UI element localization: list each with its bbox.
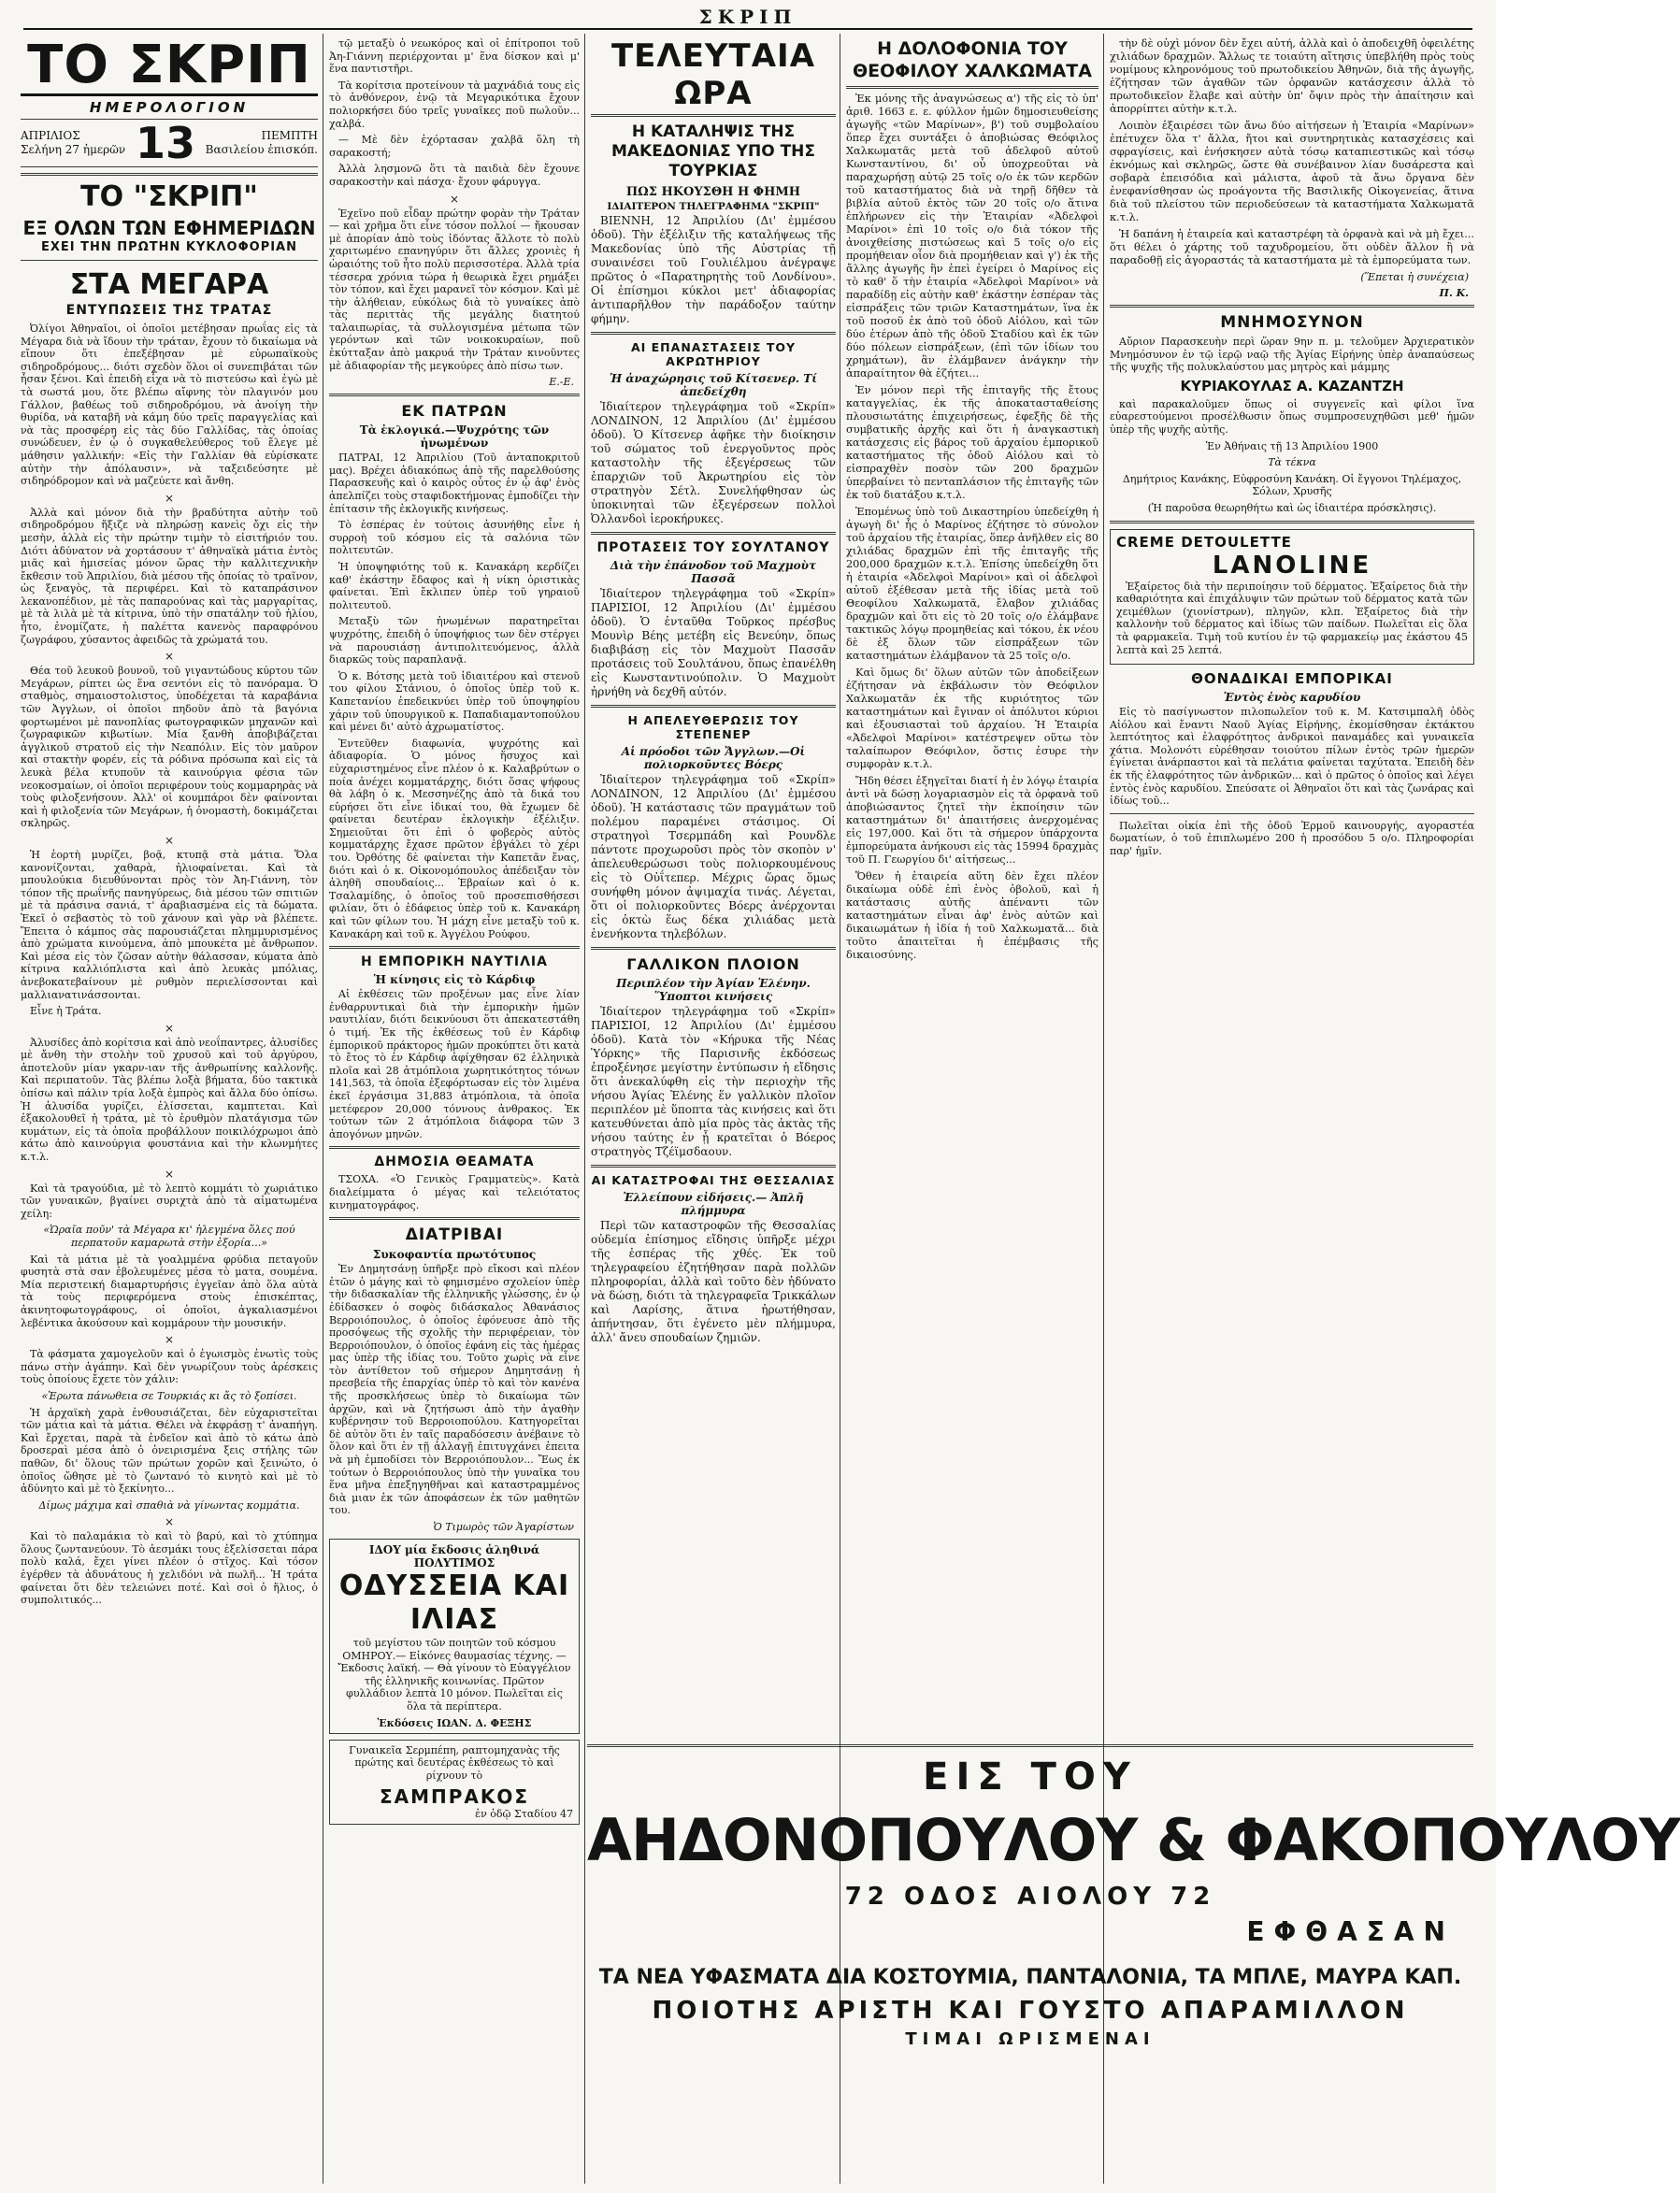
- advertisement-homer: [329, 1539, 580, 1734]
- story-paragraph: ΤΣΟΧΑ. «Ὁ Γενικὸς Γραμματεὺς». Κατὰ διαλείμματα ὁ μέγας καὶ τελειότατος κινηματογράφος.: [329, 1173, 580, 1211]
- song-verse: «Ὡραῖα ποῦν' τὰ Μέγαρα κι' ἠλεγμένα ὅλες πού περπατοῦν καμαρωτὰ στὴν ἐξορία...»: [43, 1224, 295, 1249]
- section-subheading: ΠΩΣ ΗΚΟΥΣΘΗ Η ΦΗΜΗ: [625, 185, 801, 199]
- story-paragraph: Τὰ κορίτσια προτείνουν τὰ μαχνάδιά τους εἰς τὸ ἀνθόνερον, ἐνῷ τὰ Μεγαρικότικα ἔχουν πολιορκήσει δύο τρεῖς γυναῖκες ποῦ πωλοῦν... χαλβά.: [329, 79, 580, 130]
- story-paragraph: Περὶ τῶν καταστροφῶν τῆς Θεσσαλίας οὐδεμία ἐπίσημος εἴδησις ὑπῆρξε μέχρι τῆς ἐσπέρας τῆς χθές. Ἐκ τοῦ τηλεγραφείου ἐζητήθησαν παρὰ πολλῶν πληροφορίαι, ἀλλὰ καὶ τοῦτο δὲν ἠδύνατο νὰ δώσῃ, διότι τὰ τηλεγραφεῖα Τρικκάλων καὶ Λαρίσης, ἅτινα ἠρωτήθησαν, ἀπήντησαν, ὅτι ἐγένετο μὲν πλήμμυρα, ἀλλ' ἄνευ σπουδαίων ζημιῶν.: [591, 1219, 836, 1344]
- story-paragraph: Ἰδιαίτερον τηλεγράφημα τοῦ «Σκρίπ» ΛΟΝΔΙΝΟΝ, 12 Ἀπριλίου (Δι' ἐμμέσου ὁδοῦ). Ἡ κατάστασις τῶν πραγμάτων τοῦ πολέμου παραμένει στάσιμος. Οἱ στρατηγοὶ Τσερμπάδη καὶ Ρουνδλε πάντοτε προχωροῦσι πρὸς τὸν σκοπὸν ν' ἀπελευθερώσωσι τοὺς πολιορκουμένους εἰς τὸ Οὐΐτεπερ. Μέχρις ὥρας ὅμως συνήφθη μόνον ἀψιμαχία τινάς. Λέγεται, ὅτι οἱ πολιορκοῦντες Βόερς ἀνέρχονται εἰς ὀκτὼ ἕως δέκα χιλιάδας μετὰ ἐνενήκοντα τηλεβόλων.: [591, 773, 836, 940]
- calendar-subtitle: ΗΜΕΡΟΛΟΓΙΟΝ: [89, 99, 250, 116]
- promo-line-2: ΕΧΕΙ ΤΗΝ ΠΡΩΤΗΝ ΚΥΚΛΟΦΟΡΙΑΝ: [21, 239, 318, 261]
- ad-brand: LANOLINE: [1212, 551, 1372, 580]
- last-hour-heading: ΤΕΛΕΥΤΑΙΑ ΩΡΑ: [591, 37, 836, 117]
- ad-address: ἐν ὁδῷ Σταδίου 47: [475, 1808, 573, 1821]
- story-paragraph: Ἀλλὰ λησμονῶ ὅτι τὰ παιδιὰ δὲν ἔχουνε σαρακοστὴν καὶ πάσχα· ἔχουν φάρυγγα.: [329, 163, 580, 188]
- ad-publisher: Ἐκδόσεις ΙΩΑΝ. Δ. ΦΕΞΗΣ: [377, 1716, 532, 1729]
- column-divider: [584, 34, 585, 2184]
- section-subheading: Ἐλλείπουν εἰδήσεις.— Ἀπλῆ πλήμμυρα: [623, 1191, 804, 1217]
- story-paragraph: ΠΑΤΡΑΙ, 12 Ἀπριλίου (Τοῦ ἀνταποκριτοῦ μας). Βρέχει ἀδιακόπως ἀπὸ τῆς παρελθούσης Παρασκευῆς καὶ ὁ καιρὸς οὗτος ἐν ᾧ ἀφ' ἑνὸς ἀπελπίζει τοὺς σταφιδοκτήμονας ἐμποδίζει τὴν ἐπίτασιν τῆς ἐκλογικῆς κινήσεως.: [329, 452, 580, 515]
- newspaper-logo: ΤΟ ΣΚΡΙΠ: [21, 37, 318, 96]
- section-heading: ΕΚ ΠΑΤΡΩΝ: [401, 402, 508, 421]
- story-paragraph: Καὶ ὅμως δι' ὅλων αὐτῶν τῶν ἀποδείξεων ἐζήτησαν νὰ ἐκβάλωσιν τὸν Θεόφιλον Χαλκωματᾶν ἐκ τῆς κυριότητος τῶν καταστημάτων καὶ ἔγιναν οἱ ἀπόλυτοι κύριοι καὶ ἐξουσιασταὶ τοῦ ἀρχαίου. Ἡ Ἑταιρία «Ἀδελφοὶ Μαρίνοι» κατέστρεψεν οὕτω τὸν ταλαίπωρον Θεόφιλον, ὅστις ἐσυρε τὴν συμφορὰν κ.τ.λ.: [846, 666, 1098, 770]
- story-paragraph: Ἰδιαίτερον τηλεγράφημα τοῦ «Σκρίπ» ΛΟΝΔΙΝΟΝ, 12 Ἀπριλίου (Δι' ἐμμέσου ὁδοῦ). Ὁ Κίτσενερ ἀφῆκε τὴν διοίκησιν τοῦ σώματος τοῦ ἐνεργοῦντος πρὸς καταστολὴν τῆς ἐξεγέρσεως τῶν ἐπαρχιῶν τοῦ Ἀκρωτηρίου εἰς τὸν στρατηγὸν Σέτλ. Συνελήφθησαν ὡς ὑποκινηταὶ τῶν ἐξεγέρσεων πολλοὶ Ὀλλανδοὶ ἱεροκήρυκες.: [591, 400, 836, 525]
- header-rule: [23, 28, 1472, 30]
- calendar-day: 13: [135, 118, 195, 168]
- telegram-label: ΙΔΙΑΙΤΕΡΟΝ ΤΗΛΕΓΡΑΦΗΜΑ "ΣΚΡΙΠ": [607, 201, 820, 212]
- ad-title: ΣΑΜΠΡΑΚΟΣ: [379, 1785, 530, 1809]
- section-heading: ΘΟΝΑΔΙΚΑΙ ΕΜΠΟΡΙΚΑΙ: [1191, 670, 1393, 688]
- ad-text: τοῦ μεγίστου τῶν ποιητῶν τοῦ κόσμου ΟΜΗΡΟΥ.— Εἰκόνες θαυμασίας τέχνης. —Ἔκδοσις λαϊκή. — Θὰ γίνουν τὸ Εὐαγγέλιον τῆς ἑλληνικῆς κοινωνίας. Πρῶτον φυλλάδιον λεπτὰ 10 μόνον. Πωλεῖται εἰς ὅλα τὰ περίπτερα.: [337, 1637, 571, 1713]
- calendar-saint: Βασιλείου ἐπισκόπ.: [205, 143, 318, 156]
- section-heading: Η ΔΟΛΟΦΟΝΙΑ ΤΟΥ ΘΕΟΦΙΛΟΥ ΧΑΛΚΩΜΑΤΑ: [846, 37, 1098, 89]
- memorial-text: καὶ παρακαλοῦμεν ὅπως οἱ συγγενεῖς καὶ φίλοι ἵνα εὐαρεστούμενοι προσέλθωσιν ὅπως συμπροσευχηθῶσι μεθ' ἡμῶν ὑπὲρ τῆς ψυχῆς αὐτῆς.: [1110, 397, 1474, 436]
- calendar-month: ΑΠΡΙΛΙΟΣ: [21, 129, 80, 142]
- section-subheading: Περιπλέον τὴν Ἀγίαν Ἑλένην. Ὕποπτοι κινήσεις: [616, 977, 811, 1003]
- story-paragraph: Ἡ ἑορτὴ μυρίζει, βοᾷ, κτυπᾷ στὰ μάτια. Ὅλα κανονίζονται, χαθαρὰ, ἠλιοφαίνεται. Καὶ τὰ μπουλούκια διευθύνονται πρὸς τὸν Ἀη-Γιάννη, τὸν τόπον τῆς πρωΐνῆς πανηγύρεως, διὰ μέσου τῶν σπιτιῶν μὲ τὰ πράσινα σανιά, τ' ἀραβιασμένα εἰς τὰ δώματα. Ἐκεῖ ὁ σεβαστὸς τὸ τοῦ χάνουν καὶ γὰρ νὰ βλέπετε. Ἔπειτα ὁ κάμπος σὰς παρουσιάζεται πλημμυρισμένος ἀπὸ χρώματα κινούμενα, ἀπὸ μπουκέτα μὲ ἄνθρωπον. Καὶ μέσα εἰς τὸν ζῶσαν αὐτὴν θάλασσαν, κύματα ἀπὸ κίτρινα καλλιόπλιστα καὶ ἀπὸ λευκὰς μπόλιας, ἀνεβοκατεβαίνουν μὲ ρυθμὸν περιελίσσονται καὶ μαλλιανατινάσσονται.: [21, 848, 318, 1001]
- story-paragraph: Εἰς τὸ πασίγνωστον πιλοπωλεῖον τοῦ κ. Μ. Κατσιμπαλῆ ὁδὸς Αἰόλου καὶ ἔναντι Ναοῦ Ἁγίας Εἰρήνης, ἐκομίσθησαν ἐκτάκτου λεπτότητος καὶ ἐλαφρότητος ἀνδρικοὶ παναμάδες καὶ γυναικεῖα χάτια. Μολονότι εὑρέθησαν τοιούτου πίλων ἐντὸς τρῶν ἡμερῶν ἐγίνεται ἀνάρπαστοι καὶ τὰ πελάτια φαίνεται ταχύτατα. Ἐπειδὴ δὲν ἐκ τῆς ἐλαφρότητος τῶν ἀνδρικῶν... καὶ ὁ πρῶτος ὁ ὁποῖος καὶ λέγει ἐντὸς ἑνὸς καρυδίου. Σπεύσατε οἱ Ἀθηναῖοι ὅτι καὶ τὰς ζωνάρας καὶ ἰδίως τοῦ...: [1110, 706, 1474, 808]
- story-paragraph: Εἶνε ἡ Τράτα.: [30, 1005, 102, 1018]
- section-heading: Η ΕΜΠΟΡΙΚΗ ΝΑΥΤΙΛΙΑ: [361, 954, 548, 970]
- ad-line-5: ΤΑ ΝΕΑ ΥΦΑΣΜΑΤΑ ΔΙΑ ΚΟΣΤΟΥΜΙΑ, ΠΑΝΤΑΛΟΝΙΑ, ΤΑ ΜΠΛΕ, ΜΑΥΡΑ ΚΑΠ.: [598, 1966, 1462, 1989]
- story-paragraph: Καὶ τὰ μάτια μὲ τὰ γοαλμμένα φρύδια πεταγοῦν φυσητὰ στὰ σαν ἐβολευμένες μέσα τὸ ματα, σουμένα. Μία περιστεική διαμαρτυρήσις ἐγγεῖαν ἀπὸ ὅλα αὐτὰ τὰ τοὺς περιφερόμενα στοὺς ἐπισκέπτας, ἀκινητοφωτογράφους, οἱ ὁποῖοι, ἀγκαλιασμένοι λεβέντικα ἀκούσουν καὶ κομμάρουν τὴν μουσικήν.: [21, 1253, 318, 1329]
- ad-line-2: ΑΗΔΟΝΟΠΟΥΛΟΥ & ΦΑΚΟΠΟΥΛΟΥ: [587, 1806, 1680, 1874]
- promo-title: ΤΟ "ΣΚΡΙΠ": [80, 180, 258, 213]
- continuation-note: (Ἕπεται ἡ συνέχεια): [1360, 271, 1469, 283]
- story-paragraph: Λοιπὸν ἐξαιρέσει τῶν ἄνω δύο αἰτήσεων ἡ Ἑταιρία «Μαρίνων» ἐπέτυχεν ὅλα τ' ἄλλα, ἤτοι καὶ συντηρητικὰς κατασχέσεις καὶ σφραγίσεις, καὶ ἐνήσκησεν αὐτὰ τόσῳ καταπιεστικῶς καὶ τόσῳ ἐκνόμως καὶ σκληρῶς, ὥστε θὰ συνέβαινον λίαν δυσάρεστα καὶ σοβαρὰ ἐπεισόδια καὶ μάλιστα, ἀφοῦ τὰ ἄνω ὄργανα δὲν ἐνεφανίσθησαν ὡς προάγοντα τῆς Βασιλικῆς Οἰκογενείας, ἅτινα διὰ τοῦ πλείστου τῶν περιοδεύσεων τὰ καταστήματα Χαλκωματᾶ κ.τ.λ.: [1110, 120, 1474, 223]
- story-paragraph: Ἐκ μόνης τῆς ἀναγνώσεως α') τῆς εἰς τὸ ὑπ' ἀριθ. 1663 ε. ε. φύλλον ἡμῶν δημοσιευθείσης ἀγωγῆς «τῶν Μαρίνων», β') τοῦ συμβολαίου ὅπερ ἔχει συντάξει ὁ ἀποβιώσας Θεόφιλος Χαλκωματᾶς μετὰ τοῦ ἀδελφοῦ αὐτοῦ Κωνσταντίνου, δι' οὗ ὑποχρεοῦται νὰ παραχωρήσῃ αὐτῷ 25 τοῖς ο/ο ἐκ τῶν κερδῶν τοῦ καταστήματος διὰ νὰ τηρῇ δῆθεν τὰ βιβλία αὐτοῦ ἐκτὸς τῶν 20 τοῖς ο/ο ἅτινα ἐπλήρωνεν εἰς τὴν Ἑταιρίαν «Ἀδελφοὶ Μαρίνοι» ἐπὶ 10 τοῖς ο/ο διὰ τόκον τῆς ἀνοιχθείσης πιστώσεως καὶ 5 τοῖς ο/ο εἰς προμήθειαν οἷον διὰ προμήθειαν καὶ γ') ἐκ τῆς ἄλλης ἀγωγῆς ἣν ἐπεὶ ἐγείρει ὁ Μαρίνος εἰς τὸ καθ' ὅ τὴν ἑταιρία «Ἀδελφοὶ Μαρίνοι» νὰ παραδίδῃ εἰς αὐτὴν καθ' ἑκάστην ἑσπέραν τὰς εἰσπράξεις τῶν τριῶν Καταστημάτων, ἵνα ἐκ τοῦ ποσοῦ ἐκ ἀπὸ τοῦ ὁδοῦ Αἰόλου, καὶ τῶν δύο ἐτέρων ἀπὸ τῆς ὁδοῦ Σταδίου καὶ ἐκ τῶν δύο πόλεων εἰσπράξεων, (ἐπὶ τῶν ἰδίων του χρημάτων), ἂν ἐλάμβανεν ἀνάγκην τὴν ἀπαραίτητον θὰ ἐζήτει...: [846, 93, 1098, 380]
- section-heading: ΓΑΛΛΙΚΟΝ ΠΛΟΙΟΝ: [626, 955, 800, 973]
- classified-ad: Πωλεῖται οἰκία ἐπὶ τῆς ὁδοῦ Ἑρμοῦ καινουργής, αγοραστέα δωματίων, ὁ τοῦ ἐπιπλωμένο 200 ἡ προσόδου 5 ο/ο. Πληροφορίαι παρ' ἡμῖν.: [1110, 819, 1474, 858]
- story-signature: Ὁ Τιμωρὸς τῶν Ἀγαρίστων: [433, 1521, 574, 1533]
- story-signature: Π. Κ.: [1439, 287, 1469, 299]
- column-4: [846, 37, 1098, 1727]
- memorial-place-date: Ἐν Ἀθήναις τῇ 13 Ἀπριλίου 1900: [1205, 439, 1379, 452]
- story-paragraph: Ἀλυσίδες ἀπὸ κορίτσια καὶ ἀπὸ νεοΐπαντρες, ἀλυσίδες μὲ ἄνθη τὴν στολὴν τοῦ χρυσοῦ καὶ τοῦ ἀργύρου, ἀποτελοῦν μίαν γκαρν-ιαν τῆς ἀνθρωπίνης καλλονῆς. Καὶ περιπατοῦν. Τὰς βλέπω λοξὰ βήματα, δύο τακτικὰ ὀπίσω καὶ πάλιν τρία λοξὰ ἐμπρὸς καὶ ἄλλα δύο ὀπίσω. Ἡ ἀλυσίδα γυρίζει, ἐλίσσεται, καμπτεται. Καὶ ἐξακολουθεῖ ἡ τράτα, μὲ τὸ ἐρυθμὸν πλατάγισμα τῶν κυμάτων, εἰς τὰ ὁποῖα προβάλλουν ποικιλόχρωμοι ἀπὸ κάτω ἀπὸ καινούργια φουστάνια καὶ τὴν κλωνμήτες κ.τ.λ.: [21, 1036, 318, 1164]
- column-3: [591, 37, 836, 1727]
- advertisement-sewing: [329, 1740, 580, 1826]
- section-subheading: Συκοφαντία πρωτότυπος: [372, 1248, 537, 1262]
- ad-line-6: ΠΟΙΟΤΗΣ ΑΡΙΣΤΗ ΚΑΙ ΓΟΥΣΤΟ ΑΠΑΡΑΜΙΛΛΟΝ: [652, 1997, 1409, 2025]
- promo-line-1: ΕΞ ΟΛΩΝ ΤΩΝ ΕΦΗΜΕΡΙΔΩΝ: [22, 217, 316, 239]
- ad-text: Ἐξαίρετος διὰ τὴν περιποίησιν τοῦ δέρματος. Ἐξαίρετος διὰ τὴν καθαριότητα καὶ ἐπιχάλυψιν τῶν πρώτων τοῦ δέρματος κατὰ τῶν χειμέθλων (χιονίστρων), πληγῶν, κλπ. Ἐξαίρετος διὰ τὴν καλλονὴν τοῦ δέρματος καὶ ἰδίως τῶν παίδων. Πωλεῖται εἰς ὅλα τὰ φαρμακεῖα. Τιμὴ τοῦ κυτίου ἐν τῷ φαρμακείῳ μας ἑκάστου 45 λεπτὰ καὶ 25 λεπτά.: [1116, 580, 1468, 656]
- story-paragraph: Ὅθεν ἡ ἑταιρεία αὕτη δὲν ἔχει πλέον δικαίωμα οὐδὲ ἐπὶ ἑνὸς ὀβολοῦ, καὶ ἡ κατάστασις αὐτῆς ἀπέναντι τῶν καταστημάτων εἶναι ἀφ' ἑνὸς αὐτῶν καὶ δικαιωμάτων ἡ ἰδία ἡ τοῦ Χαλκωματᾶ... διὰ τοῦτο ἀπαιτεῖται ἡ ἐπέμβασις τῆς δικαιοσύνης.: [846, 870, 1098, 961]
- story-subtitle: ΕΝΤΥΠΩΣΕΙΣ ΤΗΣ ΤΡΑΤΑΣ: [65, 303, 273, 318]
- story-paragraph: — Μὲ δὲν ἐχόρτασαν χαλβᾶ ὅλη τὴ σαρακοστή;: [329, 134, 580, 159]
- song-verse: «Ἐρωτα πάνωθεια σε Τουρκιάς κι ἄς τὸ ξοπίσει.: [41, 1389, 297, 1402]
- ad-title: ΟΔΥΣΣΕΙΑ ΚΑΙ ΙΛΙΑΣ: [338, 1570, 570, 1636]
- story-paragraph: Ἀλλὰ καὶ μόνον διὰ τὴν βραδύτητα αὐτὴν τοῦ σιδηροδρόμου ἤξιζε νὰ πληρώσῃ κανεὶς ὄχι εἰς τὴν μεσὴν, ἀλλὰ εἰς τὴν πρώτην τιμὴν τὸ εἰσιτήριόν του. Διότι ἀδύνατον νὰ χορτάσουν τ' ἀθηναϊκὰ μάτια ἐντὸς μιᾶς καὶ ἡμισείας μόνον ὥρας τὴν καλλιτεχνικὴν ἔκθεσιν τοῦ Ἀπριλίου, διὰ μέσου τῆς ὁποίας τὸ τραῖνον, ὡς ξεναγὸς, τὰ περιφέρει. Καὶ τὸ καταπράσινον λεκανοπέδιον, μὲ τὰς παπαρούνας καὶ τὰς μαργαρίτας, μὲ τὰ λιλὰ μὲ τὰ κίτρινα, ὑπὸ τὴν σπατάλην τοῦ ἡλίου, ἦτο, ἐνομίζατε, ἡ παλέττα κανενὸς παραφρόνου ζωγράφου, χύσαντος ἀφειδῶς τὰ χρώματά του.: [21, 506, 318, 646]
- advertisement-lanoline: [1110, 529, 1474, 666]
- story-paragraph: Ἐντεῦθεν διαφωνία, ψυχρότης καὶ ἀδιαφορία. Ὁ μόνος ἥσυχος καὶ εὐχαριστημένος εἶνε πλέον ὁ κ. Καλαβρύτων ο ποία ἀνέχει κομματάρχης, διότι ὅσας ψήφους θὰ λάβη ὁ κ. Μεσσηνέζης ἀπὸ τὰ δικά του εὑρήσει ὅτι εἶνε ἰδικαί του, θὰ ἔχωμεν δὲ φαίνεται δευτέραν ἐκλογικὴν ἐξέλιξιν. Σημειοῦται ὅτι ἐπὶ ὁ φοβερὸς αὐτὸς κομματάρχης ἔχασε πρῶτον ἐβγάλει τὸ χέρι του. Ὀρθότης δὲ φαίνεται τὴν Καπετᾶν ἔνας, διότι καὶ ὁ κ. Οἰκονομόπουλος ἀπέδειξαν τὸν ἀληθῆ σπουδαίοις... Ἐβραίων καὶ ὁ κ. Τσαλαμίδης, ὁ ὁποῖος τοῦ προσεπισθήσεσι φιλίαν, ὅτι ὁ ἐδάφειος ὑπὲρ τοῦ κ. Κανακάρη καὶ τῶν φίλων του. Ἡ μάχη εἶνε μεταξὺ τοῦ κ. Κανακάρη καὶ τοῦ κ. Ἀγγέλου Ρούφου.: [329, 737, 580, 940]
- column-5: [1110, 37, 1474, 1727]
- memorial-note: (Ἡ παροῦσα θεωρηθήτω καὶ ὡς ἰδιαιτέρα πρόσκλησις).: [1147, 501, 1437, 514]
- story-signature: Ε.-Ε.: [549, 376, 574, 389]
- ad-top-line: ΙΔΟΥ μία ἔκδοσις ἀληθινά ΠΟΛΥΤΙΜΟΣ: [368, 1543, 540, 1570]
- ad-top-line: CREME DETOULETTE: [1116, 533, 1292, 551]
- page-header-title: ΣΚΡΙΠ: [698, 6, 797, 28]
- memorial-text: Αὔριον Παρασκευὴν περὶ ὥραν 9ην π. μ. τελοῦμεν Ἀρχιερατικὸν Μνημόσυνον ἐν τῷ ἱερῷ ναῷ τῆς Ἁγίας Εἰρήνης ὑπὲρ ἀναπαύσεως τῆς ψυχῆς τῆς πολυκλαύστου μας μητρὸς καὶ μάμμης: [1110, 336, 1474, 374]
- calendar-moon: Σελήνη 27 ἡμερῶν: [21, 143, 126, 156]
- section-subheading: Διὰ τὴν ἐπάνοδον τοῦ Μαχμοὺτ Πασσᾶ: [610, 559, 817, 585]
- section-subheading: Ἡ κίνησις εἰς τὸ Κάρδιφ: [373, 973, 536, 987]
- ad-line-7: ΤΙΜΑΙ ΩΡΙΣΜΕΝΑΙ: [905, 2029, 1156, 2049]
- section-heading: Η ΑΠΕΛΕΥΘΕΡΩΣΙΣ ΤΟΥ ΣΤΕΠΕΝΕΡ: [627, 713, 799, 741]
- story-paragraph: Ἐχεῖνο ποῦ εἶδαν πρώτην φορὰν τὴν Τράταν — καὶ χρῆμα ὅτι εἶνε τόσον πολλοί — ἤκουσαν μὲ ἀπορίαν ἀπὸ τοὺς ἰδόντας ἄλλοτε τὸ πολὺ χαριτωμένο επανηγύριν ὅτι ἄλλες χρονιὲς ἡ ὡραιότης τοῦ ἦτο πολὺ περισσοτέρα. Ἀλλὰ τρία τέσσερα χρόνια τώρα ἡ θεωρικὰ ἔχει ρημάξει τὸν τόπον, καὶ ἔχει μαρανεῖ τὸν κόσμον. Καὶ μὲ τὴν ἀλήθειαν, εὐκόλως διὰ τὸ γυναίκες ἀπὸ τὰς περιττὰς τῆς μεγάλης διατητού ταλαιπωρίας, τὰ συλλογισμένα μέτωπα τῶν γερόντων καὶ τῶν νοικοκυραίων, ποῦ ἐκύτταξαν ἀπὸ μακρυά τὴν Τράταν κινοῦντες μὲ ἀδιαφορίαν τῆς μεγκούρες ἀπὸ πίσω των.: [329, 207, 580, 372]
- story-paragraph: Ἐν μόνον περὶ τῆς ἐπιταγῆς τῆς ἔτους καταγγελίας, ἐκ τῆς ἀποκατασταθείσης πλουσιωτάτης ἐπιχειρήσεως, ἐφεξῆς δὲ τῆς συμβατικῆς ἀρχῆς καὶ ὅτι ἡ ἀναγκαστικὴ κατάσχεσις εἰς βάρος τοῦ ἀρχαίου ἐμπορικοῦ καταστήματος τῆς ὁδοῦ Αἰόλου καὶ τὸ εἰσπραχθὲν ποσὸν τῶν 200 δραχμῶν ὑπερβαίνει τὸ πενταπλάσιον τῆς ἐπιταγῆς τῶν ἐκ τοῦ διατάξου κ.τ.λ.: [846, 384, 1098, 501]
- story-paragraph: Τὰ φάσματα χαμογελοῦν καὶ ὁ ἐγωισμὸς ἐνωτὶς τοὺς πάνω στὴν ἀγάπην. Καὶ δὲν γνωρίζουν τοὺς ἀρέσκεις τοὺς ὁποίους ἔχετε τὸν χάλιν:: [21, 1348, 318, 1386]
- story-paragraph: Ἡ ὑποψηφιότης τοῦ κ. Κανακάρη κερδίζει καθ' ἑκάστην ἔδαφος καὶ ἡ νίκη ὁριστικὰς φαίνεται. Ἐπὶ ἔκλιπεν ὑπὲρ τοῦ γηραιοῦ πολιτευτοῦ.: [329, 561, 580, 611]
- section-subheading: Ἐντὸς ἑνὸς καρυδίου: [1223, 691, 1361, 705]
- story-paragraph: Ὀλίγοι Ἀθηναῖοι, οἱ ὁποῖοι μετέβησαν πρωΐας εἰς τὰ Μέγαρα διὰ νὰ ἴδουν τὴν τράταν, ἔχουν τὸ δικαίωμα νὰ εἴπουν ὅτι ἐπεξέβησαν μὲ εὐρωπαϊκοὺς σιδηροδρόμους... διότι σχεδὸν ὅλοι οἱ συνεπιβάται τῶν ἦσαν ξένοι. Καὶ ἐπειδὴ εἶχα νὰ τὸ πιστεύσω καὶ ἐγὼ μὲ τὰ σωστά μου, ὅτε βλέπω αἴφνης τὸν πλαγινόν μου Γάλλον, βαθέως τοῦ σιδηροδρόμου, νὰ ἀνοίγη τὴν θυρίδα, νὰ καταβῆ νὰ κάμη δύο τρεῖς παραγγελίας καὶ νὰ τὰς προσφέρη εἰς τὰς δύο Γαλλίδας, τὰς ὁποίας συνώδευεν, ἐν ᾧ ὁ συγκαθελεύθερος τοῦ ἔλεγε μὲ μάθησιν γαλλικήν: «Εἰς τὴν Γαλλίαν θὰ εὑρίσκατε αὐτὴν τὴν ἀπόλαυσιν», νὰ ταξειδεύσητε μὲ σιδηρόδρομον καὶ νὰ μαζεύετε καὶ ἄνθη.: [21, 322, 318, 488]
- story-paragraph: ΒΙΕΝΝΗ, 12 Ἀπριλίου (Δι' ἐμμέσου ὁδοῦ). Τὴν ἐξέλιξιν τῆς καταλήψεως τῆς Μακεδονίας ὑπὸ τῆς Αὐστρίας τῇ συναινέσει τοῦ Γουλιέλμου ἀνέγραψε πρῶτος ὁ «Παρατηρητὴς τοῦ Λονδίνου». Οἱ ἐπίσημοι κύκλοι μετ' ἀδιαφορίας ἀντιπαρῆλθον τὴν παράδοξον ταύτην φήμην.: [591, 214, 836, 325]
- calendar-weekday: ΠΕΜΠΤΗ: [261, 129, 318, 142]
- ad-text: Γυναικεῖα Σερμπέπη, ραπτομηχανὰς τῆς πρώτης καὶ δευτέρας ἐκθέσεως τὸ καὶ ρίχνουν τὸ: [349, 1743, 560, 1782]
- section-heading: ΑΙ ΚΑΤΑΣΤΡΟΦΑΙ ΤΗΣ ΘΕΣΣΑΛΙΑΣ: [591, 1173, 836, 1187]
- calendar-box: [21, 119, 318, 167]
- memorial-family-label: Τὰ τέκνα: [1268, 456, 1316, 469]
- story-paragraph: Ἤδη θέσει ἐξηγεῖται διατί ἡ ἐν λόγῳ ἑταιρία ἀντὶ νὰ δώσῃ λογαριασμὸν εἰς τὰ ὀρφανὰ τοῦ ἀποβιώσαντος ζητεῖ τὴν ἐκποίησιν τῶν καταστημάτων δι' ἀπαιτήσεις ἀνερχομένας εἰς 197,000. Καὶ ὅτι τὰ σήμερον ὑπάρχοντα ἐμπορεύματα ἀνήκουσι εἰς τὰς 15994 δραχμὰς τοῦ Π. Γεωργίου δι' αἰτήσεως...: [846, 775, 1098, 866]
- section-subheading: Τὰ ἐκλογικά.—Ψυχρότης τῶν ἡνωμένων: [359, 423, 550, 451]
- section-subheading: Αἱ πρόοδοι τῶν Ἄγγλων.—Οἱ πολιορκοῦντες Βόερς: [621, 745, 806, 771]
- section-heading: Η ΚΑΤΑΛΗΨΙΣ ΤΗΣ ΜΑΚΕΔΟΝΙΑΣ ΥΠΟ ΤΗΣ ΤΟΥΡΚΙΑΣ: [610, 122, 816, 180]
- story-paragraph: Καὶ τὸ παλαμάκια τὸ καὶ τὸ βαρύ, καὶ τὸ χτύπημα ὅλους ζωντανεύουν. Τὸ ἀεσμάκι τους ἐξελίσσεται πάρα πολὺ καλά, ἔχει γίνει πλέον ὁ στῖχος. Καὶ τόσον ἐγέρθεν τὰ ἀδυνάτους ἡ χελιδόνι νὰ πωλῆ... Ἡ τράτα φαίνεται ὅτι δὲν τελειώνει ποτέ. Καὶ σοὶ ὁ ἥλιος, ὁ συμπολιτικός...: [21, 1530, 318, 1607]
- section-heading: ΜΝΗΜΟΣΥΝΟΝ: [1220, 313, 1364, 332]
- story-paragraph: Ἐπομένως ὑπὸ τοῦ Δικαστηρίου ὑπεδείχθη ἡ ἀγωγὴ δι' ἧς ὁ Μαρίνος ἐζήτησε τὸ σύνολον τοῦ ἀρχαίου τῆς ἑταιρίας, ὅπερ ἀνῆλθεν εἰς 80 χιλιάδας δραχμῶν ἐπὶ τῆς ἐπιταγῆς τῆς 200,000 δραχμῶν κ.τ.λ. Ἐπίσης ὑπεδείχθη ὅτι ἡ ἑταιρία «Ἀδελφοὶ Μαρίνοι» καὶ οἱ ἀδελφοὶ αὐτοῦ ἐξέθεσαν μετὰ τῆς ἰδίας μετὰ τοῦ Θεοφίλου Χαλκωματᾶ, ἔλαβον χιλιάδας δραχμῶν καὶ ὅτι εἰς τὸ 20 τοῖς ο/ο ἐλάμβανε τακτικῶς λόγῳ προμηθείας καὶ τόκου, ἐκ νέου δὲ ἐξ ὅλων τῶν εἰσπράξεων τῶν καταστημάτων ἐλάμβανον τὰ 25 τοῖς ο/ο.: [846, 506, 1098, 662]
- song-verse: Δίμως μάχιμα καὶ σπαθιὰ νὰ γίνωντας κομμάτια.: [38, 1498, 300, 1512]
- ad-line-1: ΕΙΣ ΤΟΥ: [923, 1756, 1138, 1799]
- memorial-family: Δημήτριος Κανάκης, Εὐφροσύνη Κανάκη. Οἱ ἔγγονοι Τηλέμαχος, Σόλων, Χρυσῆς: [1122, 472, 1462, 498]
- section-subheading: Ἡ ἀναχώρησις τοῦ Κίτσενερ. Τί ἀπεδείχθη: [610, 372, 817, 398]
- story-paragraph: Μεταξὺ τῶν ἡνωμένων παρατηρεῖται ψυχρότης, ἐπειδὴ ὁ ὑποψήφιος των δὲν στέργει νὰ παρουσιάσῃ ἀντιπολιτευόμενος, ἀλλὰ διαρκῶς τοὺς παραπλανᾷ.: [329, 615, 580, 666]
- section-heading: ΔΗΜΟΣΙΑ ΘΕΑΜΑΤΑ: [374, 1154, 535, 1170]
- ad-line-4: ΕΦΘΑΣΑΝ: [1246, 1916, 1455, 1947]
- memorial-name: ΚΥΡΙΑΚΟΥΛΑΣ Α. ΚΑΖΑΝΤΖΗ: [1180, 377, 1404, 394]
- section-heading: ΔΙΑΤΡΙΒΑΙ: [405, 1226, 504, 1245]
- section-heading: ΠΡΟΤΑΣΕΙΣ ΤΟΥ ΣΟΥΛΤΑΝΟΥ: [596, 540, 830, 555]
- story-paragraph: Ἰδιαίτερον τηλεγράφημα τοῦ «Σκρίπ» ΠΑΡΙΣΙΟΙ, 12 Ἀπριλίου (Δι' ἐμμέσου ὁδοῦ). Ὁ ἐνταῦθα Τοῦρκος πρέσβυς Μουνὶρ Βέης μετέβη εἰς Βενεύην, ὅπως διαβιβάσῃ εἰς τὸν Μαχμοὺτ Πασσᾶν προτάσεις τοῦ Σουλτάνου, ὅπως ἐπανέλθη εἰς Κωνσταντινούπολιν. Ὁ Μαχμοὺτ ἠρνήθη νὰ δεχθῆ αὐτόν.: [591, 587, 836, 698]
- story-paragraph: Αἱ ἐκθέσεις τῶν προξένων μας εἶνε λίαν ἐνθαρρυντικαὶ διὰ τὴν ἐμπορικὴν ἡμῶν ναυτιλίαν, διότι δεικνύουσι ὅτι ἀπεκατεστάθη ὁ τιμή. Ἐκ τῆς ἐκθέσεως τοῦ ἐν Κάρδιφ ἐμπορικοῦ πράκτορος ἡμῶν προκύπτει ὅτι κατὰ τὸ ἔτος τὸ ἐν Κάρδιφ ἀφίχθησαν 62 ἑλληνικὰ πλοῖα καὶ 28 ἀτμόπλοια χωρητικότητος τόνων 141,563, τὰ ὁποῖα ἐξεφόρτωσαν εἰς τὸν λιμένα ἐκεῖ ἐργάσιμα 31,883 ἀτμόπλοια, τὰ ὁποῖα μετέφερον 20,000 τόννους ἀνθρακος. Ἐκ τούτων τῶν 2 ἀτμόπλοια διάφορα τῶν 3 ἀπογόνων μηνῶν.: [329, 988, 580, 1140]
- column-2: τῷ μεταξὺ ὁ νεωκόρος καὶ οἱ ἐπίτροποι τοῦ Ἀη-Γιάννη περιέρχονται μ' ἕνα δίσκον καὶ μ' ἕνα παντιστῆρι. Τὰ κορίτσια προτείνουν τὰ μαχνάδιά τους εἰς τὸ ἀνθόνερον, ἐνῷ τὰ Μεγαρικότικα ἔχουν πολιορκήσει δύο τρεῖς γυναῖκες ποῦ πωλοῦν... χαλβά. — Μὲ δὲν ἐχόρτασαν χαλβᾶ ὅλη τὴ σαρακοστή; Ἀλλὰ λησμονῶ ὅτι τὰ παιδιὰ δὲν ἔχουνε σαρακοστὴν καὶ πάσχα· ἔχουν φάρυγγα. × Ἐχεῖνο ποῦ εἶδαν πρώτην φορὰν τὴν Τράταν — καὶ χρῆμα ὅτι εἶνε τόσον πολλοί — ἤκουσαν μὲ ἀπορίαν ἀπὸ τοὺς ἰδόντας ἄλλοτε τὸ πολὺ χαριτωμένο επανηγύριν ὅτι ἄλλες χρονιὲς ἡ ὡραιότης τοῦ ἦτο πολὺ περισσοτέρα. Ἀλλὰ τρία τέσσερα χρόνια τώρα ἡ θεωρικὰ ἔχει ρημάξει τὸν τόπον, καὶ ἔχει μαρανεῖ τὸν κόσμον. Καὶ μὲ τὴν ἀλήθειαν, εὐκόλως διὰ τὸ γυναίκες ἀπὸ τὰς περιττὰς τῆς μεγάλης διατητού ταλαιπωρίας, τὰ συλλογισμένα μέτωπα τῶν γερόντων καὶ τῶν νοικοκυραίων, ποῦ ἐκύτταξαν ἀπὸ μακρυά τὴν Τράταν κινοῦντες μὲ ἀδιαφορίαν τῆς μεγκούρες ἀπὸ πίσω των. Ε.-Ε. ΕΚ ΠΑΤΡΩΝ Τὰ ἐκλογικά.—Ψυχρότης τῶν ἡνωμένων ΠΑΤΡΑΙ, 12 Ἀπριλίου (Τοῦ ἀνταποκριτοῦ μας). Βρέχει ἀδιακόπως ἀπὸ τῆς παρελθούσης Παρασκευῆς καὶ ὁ καιρὸς οὗτος ἐν ᾧ ἀφ' ἑνὸς ἀπελπίζει τοὺς σταφιδοκτήμονας ἐμποδίζει τὴν ἐπίτασιν τῆς ἐκλογικῆς κινήσεως. Τὸ ἐσπέρας ἐν τούτοις ἀσυνήθης εἶνε ἡ συρροὴ τοῦ κόσμου εἰς τὰ σαλόνια τῶν πολιτευτῶν. Ἡ ὑποψηφιότης τοῦ κ. Κανακάρη κερδίζει καθ' ἑκάστην ἔδαφος καὶ ἡ νίκη ὁριστικὰς φαίνεται. Ἐπὶ ἔκλιπεν ὑπὲρ τοῦ γηραιοῦ πολιτευτοῦ. Μεταξὺ τῶν ἡνωμένων παρατηρεῖται ψυχρότης, ἐπειδὴ ὁ ὑποψήφιος των δὲν στέργει νὰ παρουσιάσῃ ἀντιπολιτευόμενος, ἀλλὰ διαρκῶς τοὺς παραπλανᾷ. Ὁ κ. Βότσης μετὰ τοῦ ἰδιαιτέρου καὶ στενοῦ του φίλου Στάνιου, ὁ ὁποῖος ὑπὲρ τοῦ κ. Καπετανίου ἐπεδεικνύει ὑπὲρ τοῦ ὑποψηφίου χάριν τοῦ ὑπουργικοῦ κ. Παπαδιαμαντοπούλου καὶ μένει δι' αὐτὸ ἀχρωματίστος. Ἐντεῦθεν διαφωνία, ψυχρότης καὶ ἀδιαφορία. Ὁ μόνος ἥσυχος καὶ εὐχαριστημένος εἶνε πλέον ὁ κ. Καλαβρύτων ο ποία ἀνέχει κομματάρχης, διότι ὅσας ψήφους θὰ λάβη ὁ κ. Μεσσηνέζης ἀπὸ τὰ δικά του εὑρήσει ὅτι εἶνε ἰδικαί του, θὰ ἔχωμεν δὲ φαίνεται δευτέραν ἐκλογικὴν ἐξέλιξιν. Σημειοῦται ὅτι ἐπὶ ὁ φοβερὸς αὐτὸς κομματάρχης ἔχασε πρῶτον ἐβγάλει τὸ χέρι του. Ὀρθότης δὲ φαίνεται τὴν Καπετᾶν ἔνας, διότι καὶ ὁ κ. Οἰκονομόπουλος ἀπέδειξαν τὸν ἀληθῆ σπουδαίοις... Ἐβραίων καὶ ὁ κ. Τσαλαμίδης, ὁ ὁποῖος τοῦ προσεπισθήσεσι φιλίαν, ὅτι ὁ ἐδάφειος ὑπὲρ τοῦ κ. Κανακάρη καὶ τῶν φίλων του. Ἡ μάχη εἶνε μεταξὺ τοῦ κ. Κανακάρη καὶ τοῦ κ. Ἀγγέλου Ρούφου. Η ΕΜΠΟΡΙΚΗ ΝΑΥΤΙΛΙΑ Ἡ κίνησις εἰς τὸ Κάρδιφ Αἱ ἐκθέσεις τῶν προξένων μας εἶνε λίαν ἐνθαρρυντικαὶ διὰ τὴν ἐμπορικὴν ἡμῶν ναυτιλίαν, διότι δεικνύουσι ὅτι ἀπεκατεστάθη ὁ τιμή. Ἐκ τῆς ἐκθέσεως τοῦ ἐν Κάρδιφ ἐμπορικοῦ πράκτορος ἡμῶν προκύπτει ὅτι κατὰ τὸ ἔτος τὸ ἐν Κάρδιφ ἀφίχθησαν 62 ἑλληνικὰ πλοῖα καὶ 28 ἀτμόπλοια χωρητικότητος τόνων 141,563, τὰ ὁποῖα ἐξεφόρτωσαν εἰς τὸν λιμένα ἐκεῖ ἐργάσιμα 31,883 ἀτμόπλοια, τὰ ὁποῖα μετέφερον 20,000 τόννους ἀνθρακος. Ἐκ τούτων τῶν 2 ἀτμόπλοια διάφορα τῶν 3 ἀπογόνων μηνῶν. ΔΗΜΟΣΙΑ ΘΕΑΜΑΤΑ ΤΣΟΧΑ. «Ὁ Γενικὸς Γραμματεὺς». Κατὰ διαλείμματα ὁ μέγας καὶ τελειότατος κινηματογράφος. ΔΙΑΤΡΙΒΑΙ Συκοφαντία πρωτότυπος Ἐν Δημητσάνῃ ὑπῆρξε πρὸ εἴκοσι καὶ πλέον ἐτῶν ὁ μάγης καὶ τὸ φημισμένο σχολείον ὑπὲρ τὴν διδασκαλίαν τῆς ἑλληνικῆς γλώσσης, ἐν ᾧ ἐδίδασκεν ὁ σοφὸς διδάσκαλος Ἀθανάσιος Βερροιόπουλος, ὁ ὁποῖος ἐφόνευσε ἀπὸ τῆς προσόψεως τῆς σχολῆς τὴν περιφέρειαν, τὸν Βερροιόπουλον, ὁ ὁποῖος ἐφάνη εἰς τὰς ἡμέρας μας ὑπὲρ τῆς ἰδίας του. Τοῦτο χωρὶς νὰ εἶνε τὸν ἀντίθετον τοῦ σήμερον Δημητσάνῃ ἡ πρεσβεία τῆς ἐπαρχίας ὑπὲρ τὸ καὶ τὸν κανένα τῆς προσκλήσεως ὑπὲρ τὸ δικαίωμα τῶν ἀρχῶν, καὶ νὰ ζητήσωσι ἀπὸ τὴν ἀγαθὴν κυβέρνησιν τοῦ Βερροιοπούλου. Κατηγορεῖται δὲ αὐτὸν ὅτι ἐν ταῖς παραδόσεσιν ἀνέβαινε τὸ ὅλον καὶ ὅτι ἐν τῇ ἀλλαγῇ ἐπιτυγχάνει ἐπειτα νὰ μὴ ἐμποδίσει τὸν Βερροιόπουλον... Ἔως ἐκ τούτων ὁ Βερροιόπουλος ὑπὸ τὴν γυναῖκα του ἕνα μῆνα ἐπεξηγηθῆναι καὶ καταστραμμένος διὰ μιαν ἐκ τῶν ἀποφάσεων ἐκ τῶν μαθητῶν του. Ὁ Τιμωρὸς τῶν Ἀγαρίστων ΙΔΟΥ μία ἔκδοσις ἀληθινά ΠΟΛΥΤΙΜΟΣ ΟΔΥΣΣΕΙΑ ΚΑΙ ΙΛΙΑΣ τοῦ μεγίστου τῶν ποιητῶν τοῦ κόσμου ΟΜΗΡΟΥ.— Εἰκόνες θαυμασίας τέχνης. —Ἔκδοσις λαϊκή. — Θὰ γίνουν τὸ Εὐαγγέλιον τῆς ἑλληνικῆς κοινωνίας. Πρῶτον φυλλάδιον λεπτὰ 10 μόνον. Πωλεῖται εἰς ὅλα τὰ περίπτερα. Ἐκδόσεις ΙΩΑΝ. Δ. ΦΕΞΗΣ Γυναικεῖα Σερμπέπη, ραπτομηχανὰς τῆς πρώτης καὶ δευτέρας ἐκθέσεως τὸ καὶ ρίχνουν τὸ ΣΑΜΠΡΑΚΟΣ ἐν ὁδῷ Σταδίου 47: [329, 37, 580, 2184]
- column-1: ΤΟ ΣΚΡΙΠ ΗΜΕΡΟΛΟΓΙΟΝ ΑΠΡΙΛΙΟΣ Σελήνη 27 ἡμερῶν 13 ΠΕΜΠΤΗ Βασιλείου ἐπισκόπ. ΤΟ "ΣΚΡΙΠ" ΕΞ ΟΛΩΝ ΤΩΝ ΕΦΗΜΕΡΙΔΩΝ ΕΧΕΙ ΤΗΝ ΠΡΩΤΗΝ ΚΥΚΛΟΦΟΡΙΑΝ ΣΤΑ ΜΕΓΑΡΑ ΕΝΤΥΠΩΣΕΙΣ ΤΗΣ ΤΡΑΤΑΣ Ὀλίγοι Ἀθηναῖοι, οἱ ὁποῖοι μετέβησαν πρωΐας εἰς τὰ Μέγαρα διὰ νὰ ἴδουν τὴν τράταν, ἔχουν τὸ δικαίωμα νὰ εἴπουν ὅτι ἐπεξέβησαν μὲ εὐρωπαϊκοὺς σιδηροδρόμους... διότι σχεδὸν ὅλοι οἱ συνεπιβάται τῶν ἦσαν ξένοι. Καὶ ἐπειδὴ εἶχα νὰ τὸ πιστεύσω καὶ ἐγὼ μὲ τὰ σωστά μου, ὅτε βλέπω αἴφνης τὸν πλαγινόν μου Γάλλον, βαθέως τοῦ σιδηροδρόμου, νὰ ἀνοίγη τὴν θυρίδα, νὰ καταβῆ νὰ κάμη δύο τρεῖς παραγγελίας καὶ νὰ τὰς προσφέρη εἰς τὰς δύο Γαλλίδας, τὰς ὁποίας συνώδευεν, ἐν ᾧ ὁ συγκαθελεύθερος τοῦ ἔλεγε μὲ μάθησιν γαλλικήν: «Εἰς τὴν Γαλλίαν θὰ εὑρίσκατε αὐτὴν τὴν ἀπόλαυσιν», νὰ ταξειδεύσητε μὲ σιδηρόδρομον καὶ νὰ μαζεύετε καὶ ἄνθη. × Ἀλλὰ καὶ μόνον διὰ τὴν βραδύτητα αὐτὴν τοῦ σιδηροδρόμου ἤξιζε νὰ πληρώσῃ κανεὶς ὄχι εἰς τὴν μεσὴν, ἀλλὰ εἰς τὴν πρώτην τιμὴν τὸ εἰσιτήριόν του. Διότι ἀδύνατον νὰ χορτάσουν τ' ἀθηναϊκὰ μάτια ἐντὸς μιᾶς καὶ ἡμισείας μόνον ὥρας τὴν καλλιτεχνικὴν ἔκθεσιν τοῦ Ἀπριλίου, διὰ μέσου τῆς ὁποίας τὸ τραῖνον, ὡς ξεναγὸς, τὰ περιφέρει. Καὶ τὸ καταπράσινον λεκανοπέδιον, μὲ τὰς παπαρούνας καὶ τὰς μαργαρίτας, μὲ τὰ λιλὰ μὲ τὰ κίτρινα, ὑπὸ τὴν σπατάλην τοῦ ἡλίου, ἦτο, ἐνομίζατε, ἡ παλέττα κανενὸς παραφρόνου ζωγράφου, χύσαντος ἀφειδῶς τὰ χρώματά του. × Θέα τοῦ λευκοῦ βουνοῦ, τοῦ γιγαντώδους κύρτου τῶν Μεγάρων, ρίπτει ὡς ἕνα σεντόνι εἰς τὸ πανόραμα. Ὁ σταθμὸς, σημαιοστολιστος, ὑποδέχεται τὰ καραβάνια τῶν Ἀγγλων, οἱ ὁποῖοι πηδοῦν ἀπὸ τὰ βαγόνια φορτωμένοι μὲ πανοπλίας φωτογραφικῶν μηχανῶν καὶ ζωγραφικῶν κιβωτίων. Μία ξανθὴ ἀποβιβάζεται ἀγγλικοῦ στρατοῦ εἰς τὴν Νεαπόλιν. Εἰς τὸν μαῦρον καὶ στακτὴν φορέν, εἰς τὰ ρόδινα πρόσωπα καὶ εἰς τὰ λευκὰ βέλα κτυποῦν τὰ καινούργια φέσια τῶν νεοκοσμαίων, οἱ ὁποῖοι περιφέρουν τοὺς κομμαρηρὰς νὰ τοὺς φιλοξενήσουν. Ἀλλ' οἱ κουμπάροι δὲν φαίνονται καὶ ἡ φιλοξενία τῶν Μεγάρων, ἡ ὀνομαστὴ, δοκιμάζεται σκληρῶς. × Ἡ ἑορτὴ μυρίζει, βοᾷ, κτυπᾷ στὰ μάτια. Ὅλα κανονίζονται, χαθαρὰ, ἠλιοφαίνεται. Καὶ τὰ μπουλούκια διευθύνονται πρὸς τὸν Ἀη-Γιάννη, τὸν τόπον τῆς πρωΐνῆς πανηγύρεως, διὰ μέσου τῶν σπιτιῶν μὲ τὰ πράσινα σανιά, τ' ἀραβιασμένα εἰς τὰ δώματα. Ἐκεῖ ὁ σεβαστὸς τὸ τοῦ χάνουν καὶ γὰρ νὰ βλέπετε. Ἔπειτα ὁ κάμπος σὰς παρουσιάζεται πλημμυρισμένος ἀπὸ χρώματα κινούμενα, ἀπὸ μπουκέτα μὲ ἄνθρωπον. Καὶ μέσα εἰς τὸν ζῶσαν αὐτὴν θάλασσαν, κύματα ἀπὸ κίτρινα καλλιόπλιστα καὶ ἀπὸ λευκὰς μπόλιας, ἀνεβοκατεβαίνουν μὲ ρυθμὸν περιελίσσονται καὶ μαλλιανατινάσσονται. Εἶνε ἡ Τράτα. × Ἀλυσίδες ἀπὸ κορίτσια καὶ ἀπὸ νεοΐπαντρες, ἀλυσίδες μὲ ἄνθη τὴν στολὴν τοῦ χρυσοῦ καὶ τοῦ ἀργύρου, ἀποτελοῦν μίαν γκαρν-ιαν τῆς ἀνθρωπίνης καλλονῆς. Καὶ περιπατοῦν. Τὰς βλέπω λοξὰ βήματα, δύο τακτικὰ ὀπίσω καὶ πάλιν τρία λοξὰ ἐμπρὸς καὶ ἄλλα δύο ὀπίσω. Ἡ ἀλυσίδα γυρίζει, ἐλίσσεται, καμπτεται. Καὶ ἐξακολουθεῖ ἡ τράτα, μὲ τὸ ἐρυθμὸν πλατάγισμα τῶν κυμάτων, εἰς τὰ ὁποῖα προβάλλουν ποικιλόχρωμοι ἀπὸ κάτω ἀπὸ καινούργια φουστάνια καὶ τὴν κλωνμήτες κ.τ.λ. × Καὶ τὰ τραγούδια, μὲ τὸ λεπτὸ κομμάτι τὸ χωριάτικο τῶν γυναικῶν, βγαίνει συριχτὰ ἀπὸ τὰ αἱματωμένα χείλη: «Ὡραῖα ποῦν' τὰ Μέγαρα κι' ἠλεγμένα ὅλες πού περπατοῦν καμαρωτὰ στὴν ἐξορία...» Καὶ τὰ μάτια μὲ τὰ γοαλμμένα φρύδια πεταγοῦν φυσητὰ στὰ σαν ἐβολευμένες μέσα τὸ ματα, σουμένα. Μία περιστεική διαμαρτυρήσις ἐγγεῖαν ἀπὸ ὅλα αὐτὰ τὰ τοὺς περιφερόμενα στοὺς ἐπισκέπτας, ἀκινητοφωτογράφους, οἱ ὁποῖοι, ἀγκαλιασμένοι λεβέντικα ἀκούσουν καὶ κομμάρουν τὴν μουσικήν. × Τὰ φάσματα χαμογελοῦν καὶ ὁ ἐγωισμὸς ἐνωτὶς τοὺς πάνω στὴν ἀγάπην. Καὶ δὲν γνωρίζουν τοὺς ἀρέσκεις τοὺς ὁποίους ἔχετε τὸν χάλιν: «Ἐρωτα πάνωθεια σε Τουρκιάς κι ἄς τὸ ξοπίσει. Ἡ ἀρχαϊκὴ χαρὰ ἐνθουσιάζεται, δὲν εὐχαριστεῖται τῶν μάτια καὶ τὰ μάτια. Θέλει νὰ ἐκφράσῃ τ' ἀναπήγη. Καὶ ἔρχεται, παρὰ τὰ ἐνδεῖον καὶ ἀπὸ τὸ κάτω ἀπὸ δροσεραὶ μέσα ἀπὸ ὁ ὀνειρισμένα ξεις στήλης τῶν παθῶν, δι' ὅλους τῶν πρώτων χορῶν καὶ ξεινώτο, ὁ ὁποῖος ὥθησε μὲ τὸ ζωντανό τὸ κινητὸ καὶ μὲ τὸ ἀδύνητο καὶ μὲ τὸ ξεκίνητο... Δίμως μάχιμα καὶ σπαθιὰ νὰ γίνωντας κομμάτια. × Καὶ τὸ παλαμάκια τὸ καὶ τὸ βαρύ, καὶ τὸ χτύπημα ὅλους ζωντανεύουν. Τὸ ἀεσμάκι τους ἐξελίσσεται πάρα πολὺ καλά, ἔχει γίνει πλέον ὁ στῖχος. Καὶ τόσον ἐγέρθεν τὰ ἀδυνάτους ἡ χελιδόνι νὰ πωλῆ... Ἡ τράτα φαίνεται ὅτι δὲν τελειώνει ποτέ. Καὶ σοὶ ὁ ἥλιος, ὁ συμπολιτικός...: [21, 35, 318, 1607]
- section-heading: ΑΙ ΕΠΑΝΑΣΤΑΣΕΙΣ ΤΟΥ ΑΚΡΩΤΗΡΙΟΥ: [630, 340, 797, 368]
- story-title: ΣΤΑ ΜΕΓΑΡΑ: [69, 268, 269, 301]
- ad-line-3: 72 ΟΔΟΣ ΑΙΟΛΟΥ 72: [844, 1883, 1216, 1911]
- story-paragraph: Τὸ ἐσπέρας ἐν τούτοις ἀσυνήθης εἶνε ἡ συρροὴ τοῦ κόσμου εἰς τὰ σαλόνια τῶν πολιτευτῶν.: [329, 519, 580, 557]
- story-paragraph: Θέα τοῦ λευκοῦ βουνοῦ, τοῦ γιγαντώδους κύρτου τῶν Μεγάρων, ρίπτει ὡς ἕνα σεντόνι εἰς τὸ πανόραμα. Ὁ σταθμὸς, σημαιοστολιστος, ὑποδέχεται τὰ καραβάνια τῶν Ἀγγλων, οἱ ὁποῖοι πηδοῦν ἀπὸ τὰ βαγόνια φορτωμένοι μὲ πανοπλίας φωτογραφικῶν μηχανῶν καὶ ζωγραφικῶν κιβωτίων. Μία ξανθὴ ἀποβιβάζεται ἀγγλικοῦ στρατοῦ εἰς τὴν Νεαπόλιν. Εἰς τὸν μαῦρον καὶ στακτὴν φορέν, εἰς τὰ ρόδινα πρόσωπα καὶ εἰς τὰ λευκὰ βέλα κτυποῦν τὰ καινούργια φέσια τῶν νεοκοσμαίων, οἱ ὁποῖοι περιφέρουν τοὺς κομμαρηρὰς νὰ τοὺς φιλοξενήσουν. Ἀλλ' οἱ κουμπάροι δὲν φαίνονται καὶ ἡ φιλοξενία τῶν Μεγάρων, ἡ ὀνομαστὴ, δοκιμάζεται σκληρῶς.: [21, 665, 318, 830]
- story-paragraph: Ἡ δαπάνη ἡ ἑταιρεία καὶ καταστρέφη τὰ ὀρφανὰ καὶ νὰ μὴ ἔχει... ὅτι θέλει ὁ χάρτης τοῦ ταχυδρομείου, ὅτι οὐδὲν ἄλλον ἢ νὰ παραδοθῇ εἰς ἀγοραστάς τὰ καταστήματα μὲ τὰ ἐμπορεύματα των.: [1110, 228, 1474, 266]
- story-paragraph: τῷ μεταξὺ ὁ νεωκόρος καὶ οἱ ἐπίτροποι τοῦ Ἀη-Γιάννη περιέρχονται μ' ἕνα δίσκον καὶ μ' ἕνα παντιστῆρι.: [329, 37, 580, 76]
- story-paragraph: Καὶ τὰ τραγούδια, μὲ τὸ λεπτὸ κομμάτι τὸ χωριάτικο τῶν γυναικῶν, βγαίνει συριχτὰ ἀπὸ τὰ αἱματωμένα χείλη:: [21, 1182, 318, 1220]
- story-paragraph: Ὁ κ. Βότσης μετὰ τοῦ ἰδιαιτέρου καὶ στενοῦ του φίλου Στάνιου, ὁ ὁποῖος ὑπὲρ τοῦ κ. Καπετανίου ἐπεδεικνύει ὑπὲρ τοῦ ὑποψηφίου χάριν τοῦ ὑπουργικοῦ κ. Παπαδιαμαντοπούλου καὶ μένει δι' αὐτὸ ἀχρωματίστος.: [329, 669, 580, 734]
- story-paragraph: Ἰδιαίτερον τηλεγράφημα τοῦ «Σκρίπ» ΠΑΡΙΣΙΟΙ, 12 Ἀπριλίου (Δι' ἐμμέσου ὁδοῦ). Κατὰ τὸν «Κήρυκα τῆς Νέας Ὑόρκης» τῆς Παρισινῆς ἐκδόσεως ἐπροξένησε μεγίστην ἐντύπωσιν ἡ εἴδησις ὅτι ἀνεκαλύφθη εἰς τὴν περιοχὴν τῆς νήσου Ἁγίας Ἑλένης ἕν γαλλικὸν πλοῖον περιπλέον μὲ ὕποπτα τὰς κινήσεις καὶ ὅτι κατευθύνεται ἀπὸ μία πρὸς τὰς ἀκτὰς τῆς νήσου ταύτης ἐν ᾗ κρατεῖται ὁ Βόερος στρατηγὸς Τζέϊμσδαουν.: [591, 1005, 836, 1158]
- story-paragraph: Ἡ ἀρχαϊκὴ χαρὰ ἐνθουσιάζεται, δὲν εὐχαριστεῖται τῶν μάτια καὶ τὰ μάτια. Θέλει νὰ ἐκφράσῃ τ' ἀναπήγη. Καὶ ἔρχεται, παρὰ τὰ ἐνδεῖον καὶ ἀπὸ τὸ κάτω ἀπὸ δροσεραὶ μέσα ἀπὸ ὁ ὀνειρισμένα ξεις στήλης τῶν παθῶν, δι' ὅλους τῶν πρώτων χορῶν καὶ ξεινώτο, ὁ ὁποῖος ὥθησε μὲ τὸ ζωντανό τὸ κινητὸ καὶ μὲ τὸ ἀδύνητο καὶ μὲ τὸ ξεκίνητο...: [21, 1406, 318, 1496]
- story-paragraph: Ἐν Δημητσάνῃ ὑπῆρξε πρὸ εἴκοσι καὶ πλέον ἐτῶν ὁ μάγης καὶ τὸ φημισμένο σχολείον ὑπὲρ τὴν διδασκαλίαν τῆς ἑλληνικῆς γλώσσης, ἐν ᾧ ἐδίδασκεν ὁ σοφὸς διδάσκαλος Ἀθανάσιος Βερροιόπουλος, ὁ ὁποῖος ἐφόνευσε ἀπὸ τῆς προσόψεως τῆς σχολῆς τὴν περιφέρειαν, τὸν Βερροιόπουλον, ὁ ὁποῖος ἐφάνη εἰς τὰς ἡμέρας μας ὑπὲρ τῆς ἰδίας του. Τοῦτο χωρὶς νὰ εἶνε τὸν ἀντίθετον τοῦ σήμερον Δημητσάνῃ ἡ πρεσβεία τῆς ἐπαρχίας ὑπὲρ τὸ καὶ τὸν κανένα τῆς προσκλήσεως ὑπὲρ τὸ δικαίωμα τῶν ἀρχῶν, καὶ νὰ ζητήσωσι ἀπὸ τὴν ἀγαθὴν κυβέρνησιν τοῦ Βερροιοπούλου. Κατηγορεῖται δὲ αὐτὸν ὅτι ἐν ταῖς παραδόσεσιν ἀνέβαινε τὸ ὅλον καὶ ὅτι ἐν τῇ ἀλλαγῇ ἐπιτυγχάνει ἐπειτα νὰ μὴ ἐμποδίσει τὸν Βερροιόπουλον... Ἔως ἐκ τούτων ὁ Βερροιόπουλος ὑπὸ τὴν γυναῖκα του ἕνα μῆνα ἐπεξηγηθῆναι καὶ καταστραμμένος διὰ μιαν ἐκ τῶν ἀποφάσεων ἐκ τῶν μαθητῶν του.: [329, 1263, 580, 1517]
- advertisement-fabrics: [587, 1739, 1680, 2178]
- story-paragraph: τὴν δὲ οὐχὶ μόνον δὲν ἔχει αὐτή, ἀλλὰ καὶ ὁ ἀποδειχθῆ ὀφειλέτης χιλιάδων δραχμῶν. Ἄλλως τε τοιαύτη αἴτησις ὑπεβλήθη πρὸς τοὺς νομίμους κληρονόμους τοῦ πρωτοδικείου Ἀθηνῶν, διὰ τῆς ἀγωγῆς, ἐζήτησαν τῶν ἀγαθῶν τῶν ὀρφανῶν κατάσχεσιν ἀλλὰ τὸ πρωτοδικεῖον ἔλαβε καὶ αὐτὴν ὑπ' ὄψιν πρὸς τὴν ἀπαίτησιν καὶ ἀπορρίπτει αὐτὴν κ.τ.λ.: [1110, 37, 1474, 115]
